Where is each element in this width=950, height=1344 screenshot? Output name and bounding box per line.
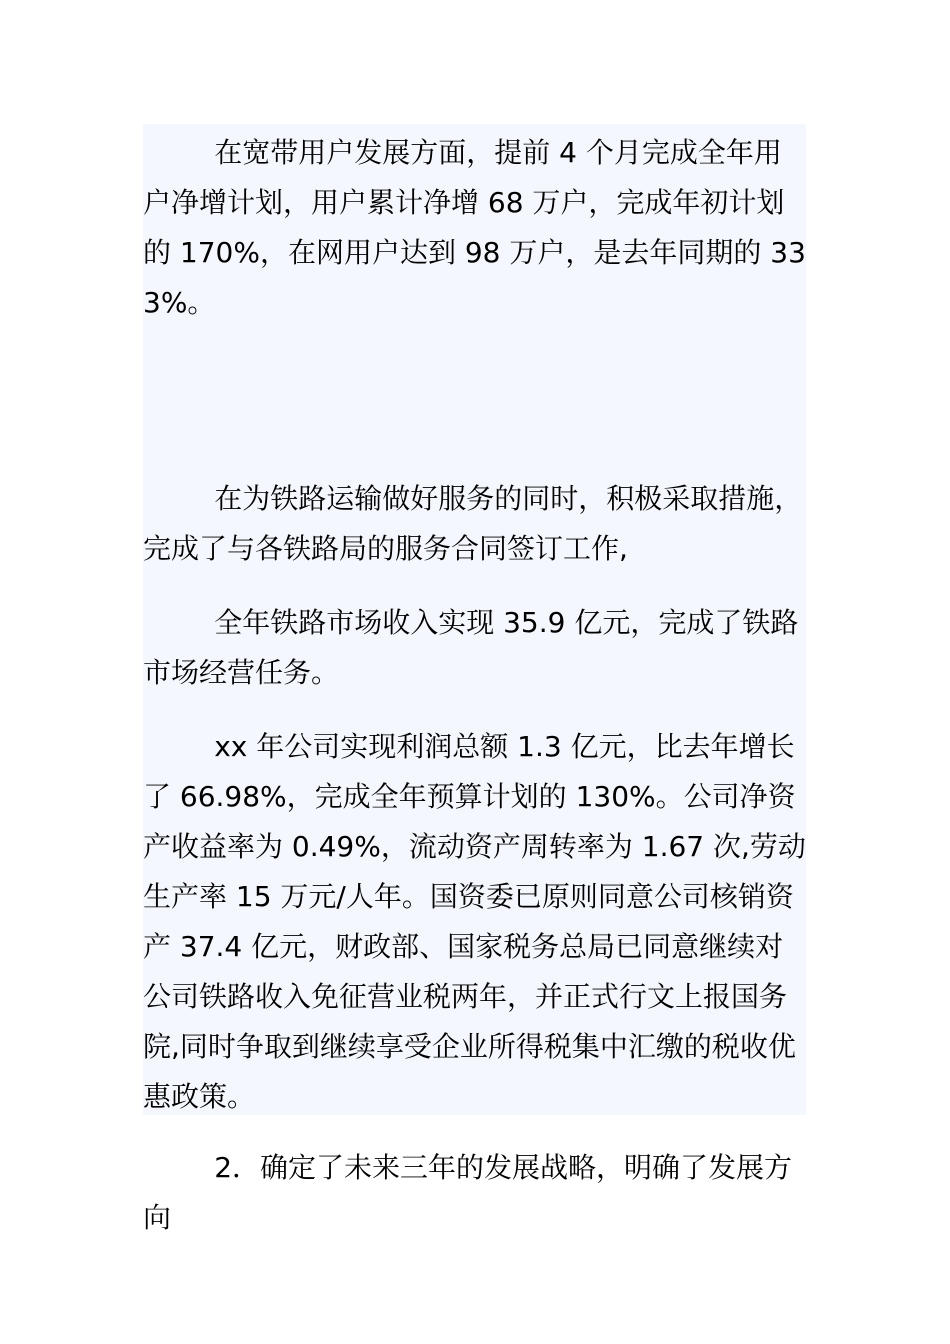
paragraph-broadband-users: 在宽带用户发展方面，提前 4 个月完成全年用户净增计划，用户累计净增 68 万户，完成年初计划的 170%，在网用户达到 98 万户，是去年同期的 333%。 <box>143 136 806 319</box>
paragraph-strategy-heading: 2．确定了未来三年的发展战略，明确了发展方向 <box>143 1151 793 1234</box>
paragraph-railway-revenue: 全年铁路市场收入实现 35.9 亿元，完成了铁路市场经营任务。 <box>143 606 799 689</box>
document-body <box>143 124 806 1234</box>
paragraph-company-profit: xx 年公司实现利润总额 1.3 亿元，比去年增长了 66.98%，完成全年预算计划的 130%。公司净资产收益率为 0.49%，流动资产周转率为 1.67 次,劳动生产率 15 万元/人年。国资委已原则同意公司核销资产 37.4 亿元，财政部、国家税务总局已同意继续对公司铁路收入免征营业税两年，并正式行文上报国务院,同时争取到继续享受企业所得税集中汇缴的税收优惠政策。 <box>143 730 806 1113</box>
paragraph-railway-service: 在为铁路运输做好服务的同时，积极采取措施，完成了与各铁路局的服务合同签订工作, <box>143 482 803 565</box>
